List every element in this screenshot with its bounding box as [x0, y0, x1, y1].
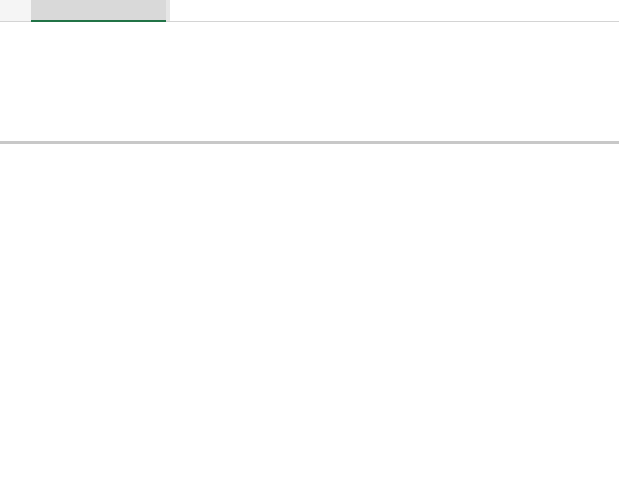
- column-header-bar: [0, 0, 619, 22]
- column-header-d[interactable]: [31, 0, 166, 22]
- select-all-corner[interactable]: [0, 0, 32, 21]
- freeze-pane-divider: [0, 141, 619, 144]
- column-header-i[interactable]: [170, 0, 619, 21]
